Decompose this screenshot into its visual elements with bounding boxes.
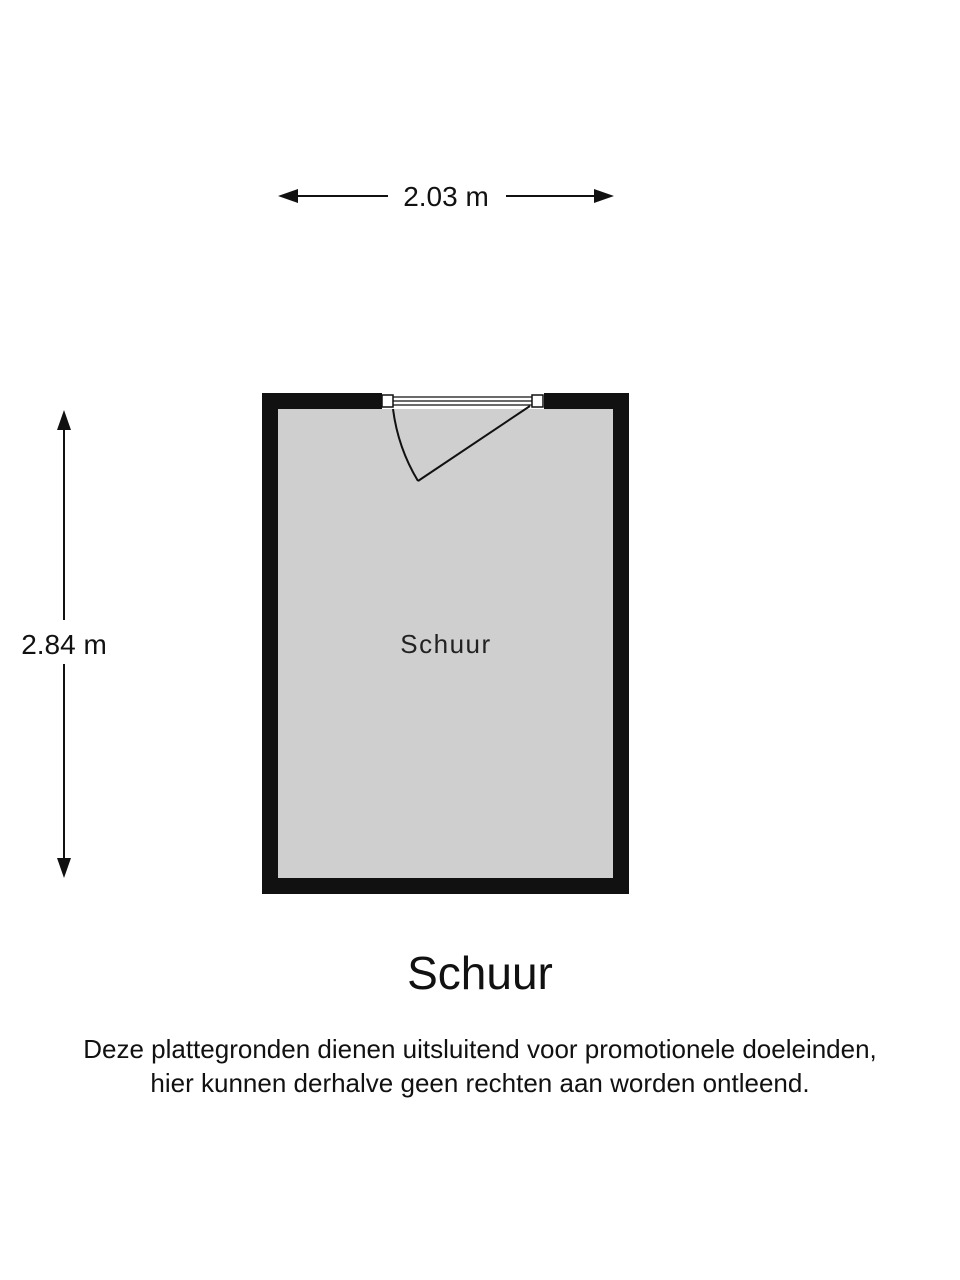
height-label: 2.84 m (21, 629, 107, 660)
width-dimension (278, 181, 614, 212)
width-label: 2.03 m (403, 181, 489, 212)
height-dimension (21, 410, 107, 878)
arrow-down-icon (57, 858, 71, 878)
disclaimer (0, 1032, 960, 1100)
arrow-right-icon (594, 189, 614, 203)
disclaimer-line-2: hier kunnen derhalve geen rechten aan worden ontleend. (150, 1068, 810, 1098)
plan-title: Schuur (407, 947, 553, 999)
door-jamb-right (532, 395, 543, 407)
disclaimer-line-1: Deze plattegronden dienen uitsluitend voor promotionele doeleinden, (83, 1034, 877, 1064)
arrow-up-icon (57, 410, 71, 430)
room-label: Schuur (400, 629, 492, 659)
room-schuur (262, 393, 629, 894)
arrow-left-icon (278, 189, 298, 203)
door-jamb-left (382, 395, 393, 407)
